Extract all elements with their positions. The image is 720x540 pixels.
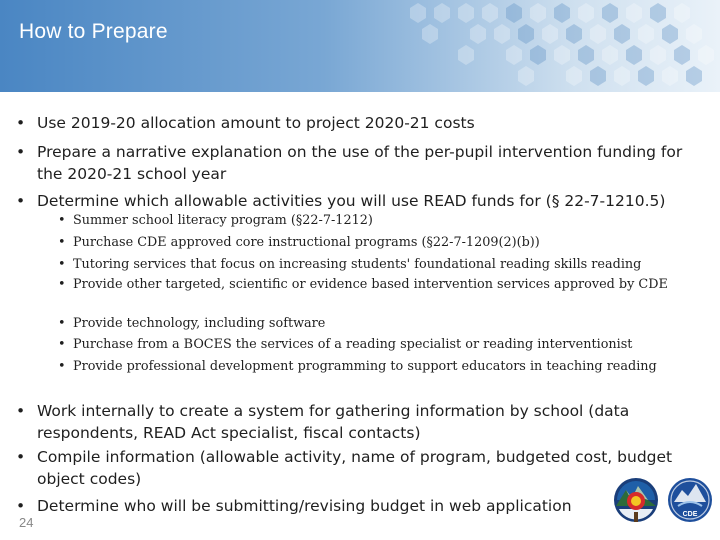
bullet-item xyxy=(16,190,706,212)
footer-logos xyxy=(612,476,716,528)
bullet-icon: • xyxy=(58,235,66,250)
bullet-item xyxy=(16,141,706,185)
bullet-item xyxy=(16,112,706,134)
bullet-icon: • xyxy=(58,277,66,292)
cde-logo-text: CDE xyxy=(682,511,698,518)
sub-bullet-item xyxy=(58,275,678,294)
sub-bullet-item xyxy=(58,357,678,376)
bullet-icon: • xyxy=(16,192,26,210)
sub-bullet-text: Provide professional development programming to support educators in teaching reading xyxy=(73,359,657,374)
bullet-icon: • xyxy=(16,402,26,420)
page-number: 24 xyxy=(19,515,34,530)
bullet-icon: • xyxy=(58,359,66,374)
colorado-state-logo xyxy=(614,478,658,522)
sub-bullet-text: Purchase CDE approved core instructional programs (§22-7-1209(2)(b)) xyxy=(73,235,540,250)
bullet-icon: • xyxy=(16,114,26,132)
bullet-item xyxy=(16,400,706,444)
bullet-text: Prepare a narrative explanation on the use of the per-pupil intervention funding for the 2020-21 school year xyxy=(37,143,683,183)
sub-bullet-text: Tutoring services that focus on increasing students' foundational reading skills reading xyxy=(73,257,642,272)
bullet-item xyxy=(16,446,706,490)
slide-title: How to Prepare xyxy=(19,20,168,43)
sub-bullet-text: Summer school literacy program (§22-7-1212) xyxy=(73,213,373,228)
bullet-text: Work internally to create a system for gathering information by school (data respondents, READ Act specialist, fiscal contacts) xyxy=(37,402,630,442)
slide-header xyxy=(0,0,720,92)
bullet-item xyxy=(16,495,596,517)
bullet-text: Compile information (allowable activity, name of program, budgeted cost, budget object codes) xyxy=(37,448,673,488)
bullet-icon: • xyxy=(16,497,26,515)
sub-bullet-item xyxy=(58,233,678,252)
bullet-text: Determine who will be submitting/revising budget in web application xyxy=(37,497,572,515)
sub-bullet-text: Provide technology, including software xyxy=(73,316,326,331)
bullet-icon: • xyxy=(16,143,26,161)
sub-bullet-item xyxy=(58,335,678,354)
sub-bullet-item xyxy=(58,255,678,274)
sub-bullet-item xyxy=(58,211,678,230)
bullet-icon: • xyxy=(58,337,66,352)
sub-bullet-item xyxy=(58,314,678,333)
sub-bullet-text: Purchase from a BOCES the services of a reading specialist or reading interventionist xyxy=(73,337,633,352)
bullet-icon: • xyxy=(58,316,66,331)
bullet-text: Determine which allowable activities you will use READ funds for (§ 22-7-1210.5) xyxy=(37,192,666,210)
sub-bullet-text: Provide other targeted, scientific or evidence based intervention services approved by CDE xyxy=(73,277,668,292)
bullet-icon: • xyxy=(58,213,66,228)
bullet-text: Use 2019-20 allocation amount to project 2020-21 costs xyxy=(37,114,475,132)
bullet-icon: • xyxy=(58,257,66,272)
hexagon-pattern xyxy=(390,0,720,92)
bullet-icon: • xyxy=(16,448,26,466)
